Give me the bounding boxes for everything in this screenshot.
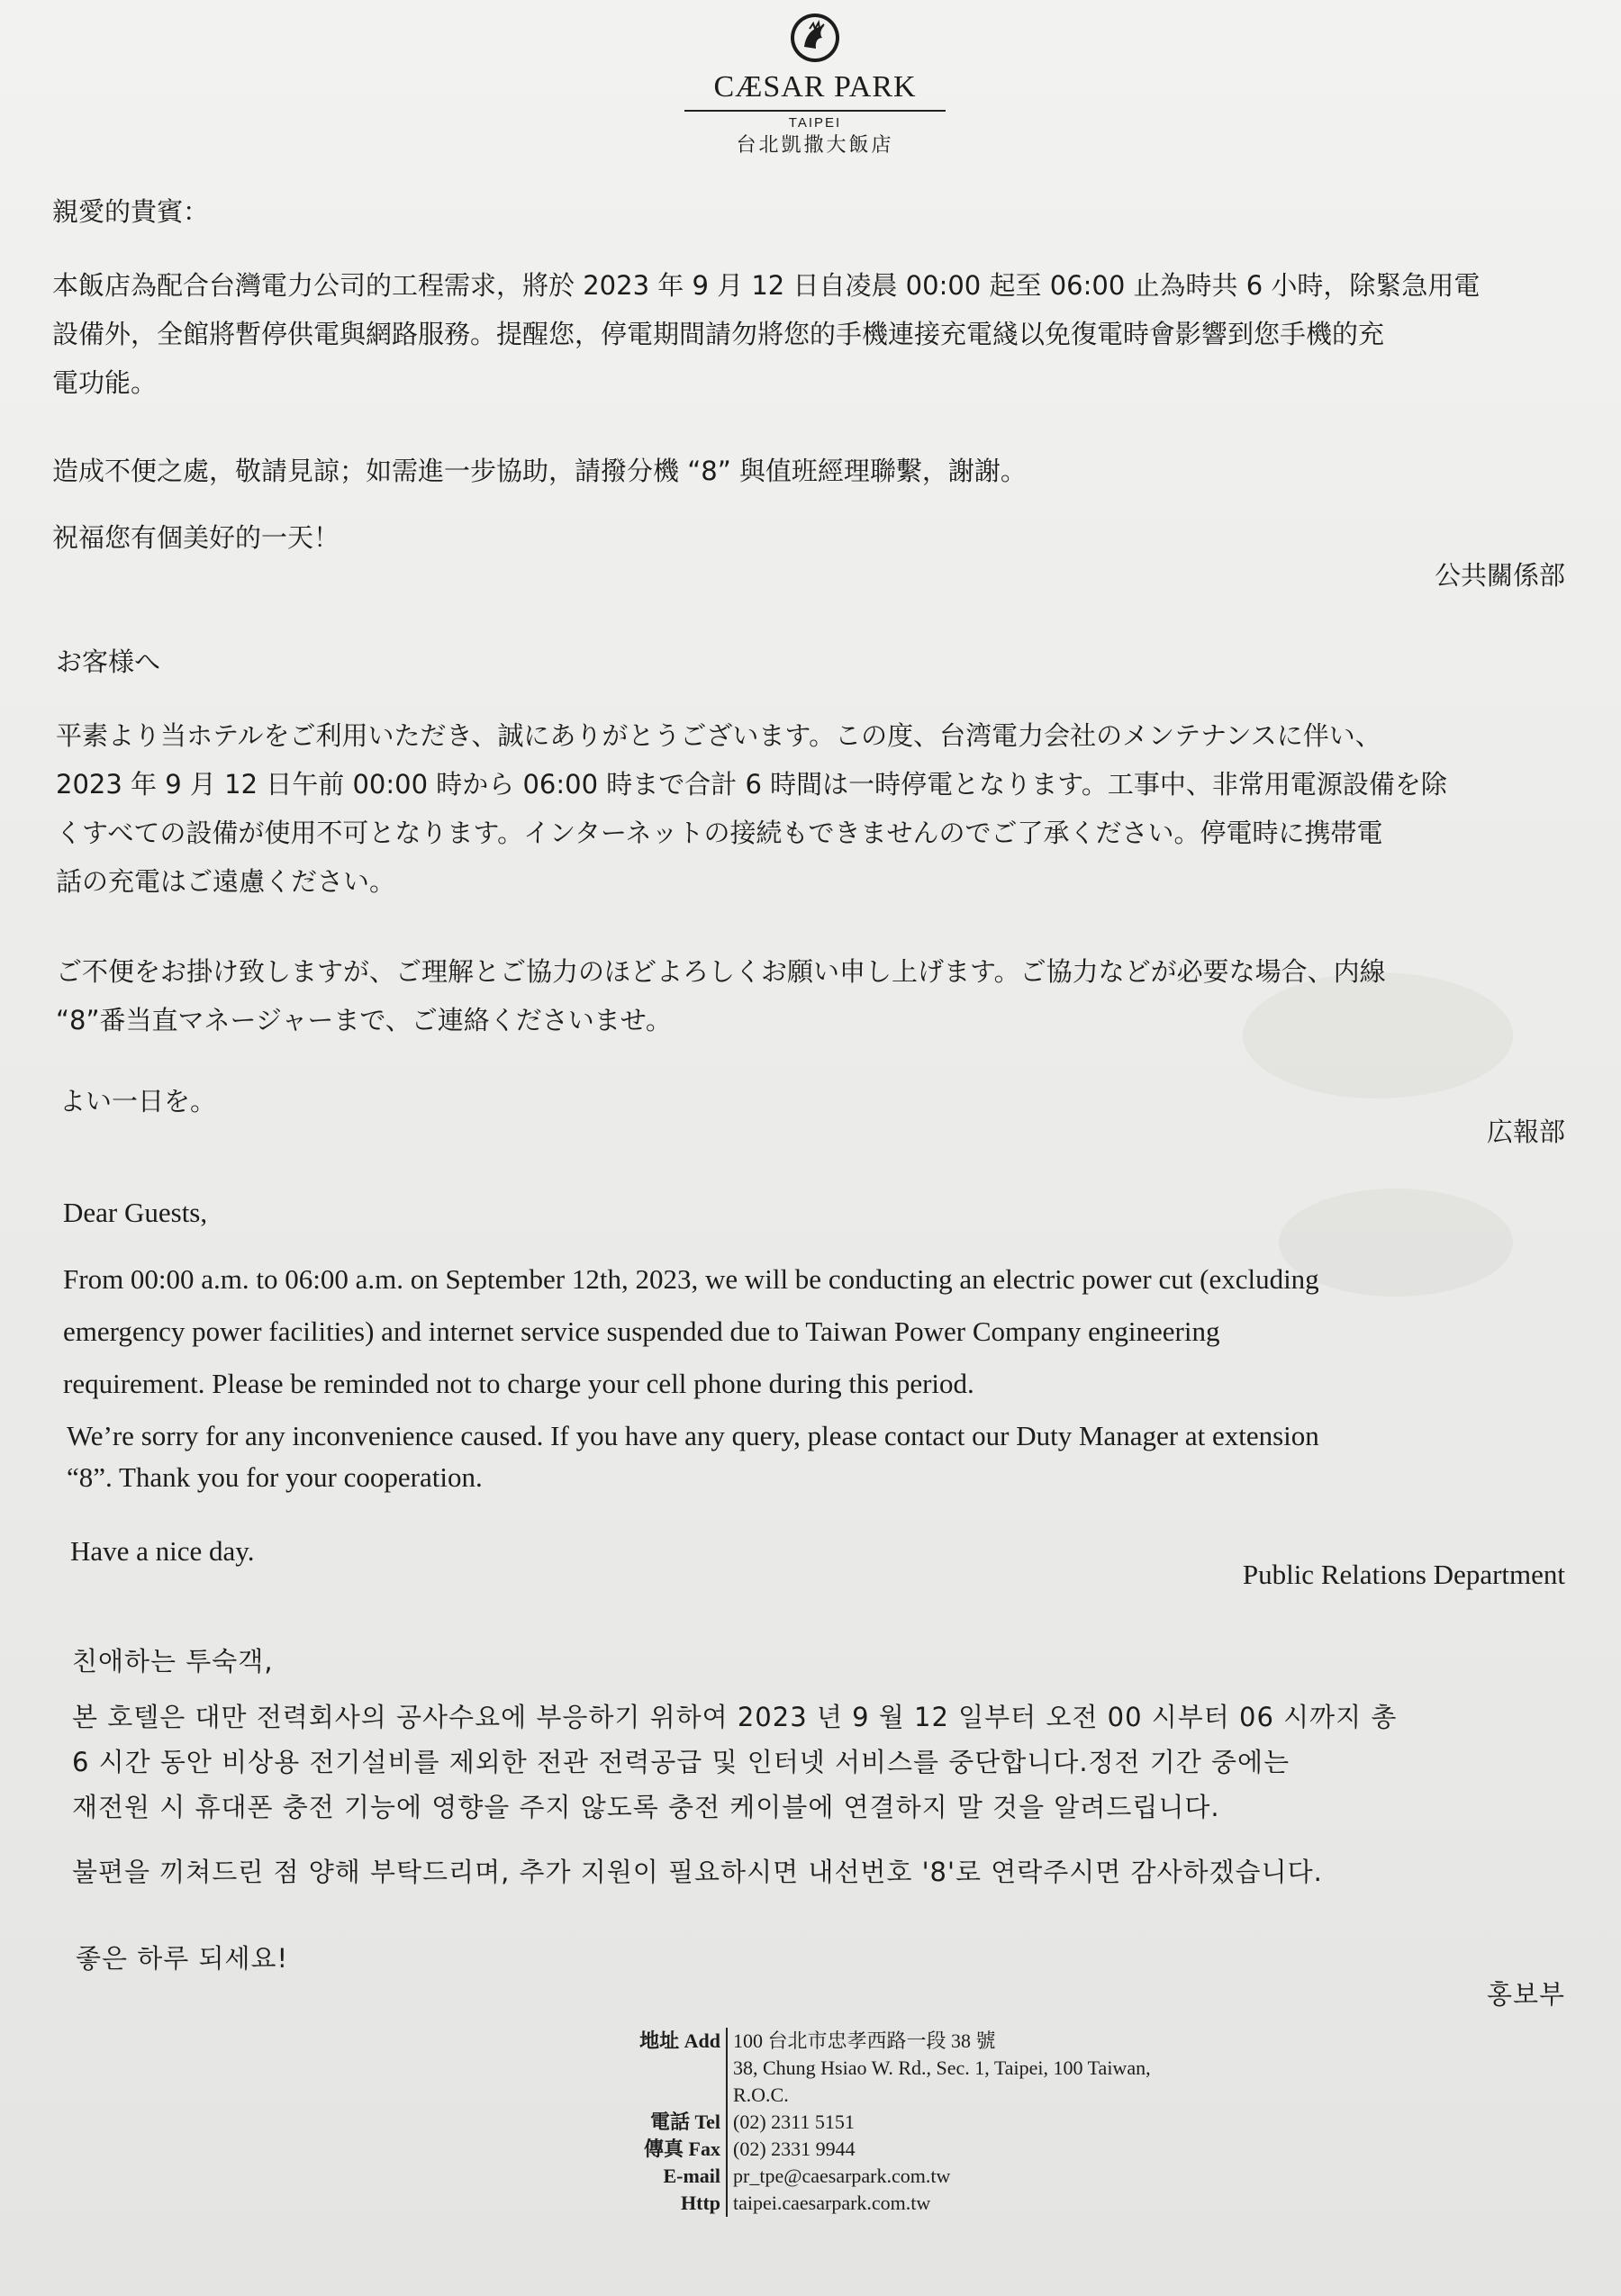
label-spacer — [594, 2082, 728, 2109]
chinese-department: 公共關係部 — [1434, 560, 1565, 591]
korean-closing: 좋은 하루 되세요! — [76, 1943, 289, 1974]
japanese-line: 話の充電はご遠慮ください。 — [56, 866, 396, 897]
japanese-paragraph-1 — [56, 711, 1596, 906]
brand-city: TAIPEI — [788, 115, 842, 131]
japanese-greeting: お客様へ — [56, 646, 161, 677]
korean-paragraph-2: 불편을 끼쳐드린 점 양해 부탁드리며, 추가 지원이 필요하시면 내선번호 '8'로 연락주시면 감사하겠습니다. — [72, 1857, 1323, 1887]
hotel-logo — [684, 11, 946, 158]
tel-value: (02) 2311 5151 — [733, 2111, 855, 2133]
fax-value: (02) 2331 9944 — [733, 2138, 856, 2160]
address-row — [594, 2028, 1279, 2055]
korean-line: 재전원 시 휴대폰 충전 기능에 영향을 주지 않도록 충전 케이블에 연결하지 말 것을 알려드립니다. — [72, 1792, 1220, 1822]
brand-chinese-name: 台北凱撒大飯店 — [736, 134, 894, 157]
english-department: Public Relations Department — [1242, 1559, 1565, 1590]
tel-label: 電話 Tel — [594, 2109, 728, 2136]
contact-footer — [594, 2028, 1279, 2217]
address-label: 地址 Add — [594, 2028, 728, 2055]
caesar-emblem-icon — [788, 11, 842, 65]
japanese-line: ご不便をお掛け致しますが、ご理解とご協力のほどよろしくお願い申し上げます。ご協力などが必要な場合、内線 — [56, 956, 1386, 987]
chinese-line: 設備外，全館將暫停供電與網路服務。提醒您，停電期間請勿將您的手機連接充電綫以免復電時會影響到您手機的充 — [52, 319, 1385, 349]
english-greeting: Dear Guests, — [63, 1197, 208, 1228]
japanese-line: 平素より当ホテルをご利用いただき、誠にありがとうございます。この度、台湾電力会社のメンテナンスに伴い、 — [56, 720, 1381, 751]
fax-label: 傳真 Fax — [594, 2136, 728, 2163]
english-line: emergency power facilities) and internet service suspended due to Taiwan Power Company engineering — [63, 1315, 1220, 1347]
email-label: E-mail — [594, 2163, 728, 2190]
brand-name: CÆSAR PARK — [713, 70, 917, 104]
japanese-department: 広報部 — [1486, 1116, 1565, 1147]
http-label: Http — [594, 2190, 728, 2217]
address-line: 38, Chung Hsiao W. Rd., Sec. 1, Taipei, 100 Taiwan, — [733, 2056, 1151, 2079]
english-line: From 00:00 a.m. to 06:00 a.m. on September 12th, 2023, we will be conducting an electric power cut (excluding — [63, 1263, 1319, 1295]
japanese-line: 2023 年 9 月 12 日午前 00:00 時から 06:00 時まで合計 6 時間は一時停電となります。工事中、非常用電源設備を除 — [56, 769, 1447, 800]
english-line: requirement. Please be reminded not to charge your cell phone during this period. — [63, 1368, 974, 1399]
japanese-closing: よい一日を。 — [59, 1086, 217, 1116]
address-line: 100 台北市忠孝西路一段 38 號 — [733, 2029, 996, 2052]
korean-department: 홍보부 — [1486, 1979, 1565, 2010]
korean-line: 6 시간 동안 비상용 전기설비를 제외한 전관 전력공급 및 인터넷 서비스를 중단합니다.정전 기간 중에는 — [72, 1747, 1290, 1777]
chinese-line: 本飯店為配合台灣電力公司的工程需求，將於 2023 年 9 月 12 日自凌晨 00:00 起至 06:00 止為時共 6 小時，除緊急用電 — [52, 270, 1481, 301]
japanese-line: くすべての設備が使用不可となります。インターネットの接続もできませんのでご了承ください。停電時に携帯電 — [56, 818, 1383, 848]
fax-row — [594, 2136, 1279, 2163]
email-value[interactable]: pr_tpe@caesarpark.com.tw — [733, 2165, 951, 2187]
english-line: “8”. Thank you for your cooperation. — [67, 1461, 483, 1493]
english-line: We’re sorry for any inconvenience caused. If you have any query, please contact our Duty Manager at extension — [67, 1420, 1319, 1451]
address-row — [594, 2055, 1279, 2082]
chinese-greeting: 親愛的貴賓： — [52, 196, 210, 227]
http-row — [594, 2190, 1279, 2217]
chinese-paragraph-1 — [52, 261, 1583, 407]
email-row — [594, 2163, 1279, 2190]
english-closing: Have a nice day. — [70, 1535, 255, 1567]
japanese-paragraph-2 — [56, 947, 1596, 1044]
korean-paragraph-1 — [72, 1695, 1603, 1830]
english-paragraph-1 — [63, 1253, 1594, 1410]
japanese-line: “8”番当直マネージャーまで、ご連絡くださいませ。 — [56, 1005, 672, 1035]
chinese-line: 電功能。 — [52, 367, 158, 398]
korean-line: 본 호텔은 대만 전력회사의 공사수요에 부응하기 위하여 2023 년 9 월 12 일부터 오전 00 시부터 06 시까지 총 — [72, 1702, 1398, 1732]
chinese-closing: 祝福您有個美好的一天！ — [52, 522, 340, 553]
website-link[interactable]: taipei.caesarpark.com.tw — [733, 2192, 931, 2214]
chinese-paragraph-2: 造成不便之處，敬請見諒；如需進一步協助，請撥分機 “8” 與值班經理聯繫，謝謝。 — [52, 456, 1027, 486]
logo-divider — [684, 110, 946, 112]
tel-row — [594, 2109, 1279, 2136]
address-row — [594, 2082, 1279, 2109]
english-paragraph-2 — [67, 1415, 1598, 1498]
label-spacer — [594, 2055, 728, 2082]
address-line: R.O.C. — [733, 2084, 789, 2106]
korean-greeting: 친애하는 투숙객, — [72, 1646, 274, 1677]
